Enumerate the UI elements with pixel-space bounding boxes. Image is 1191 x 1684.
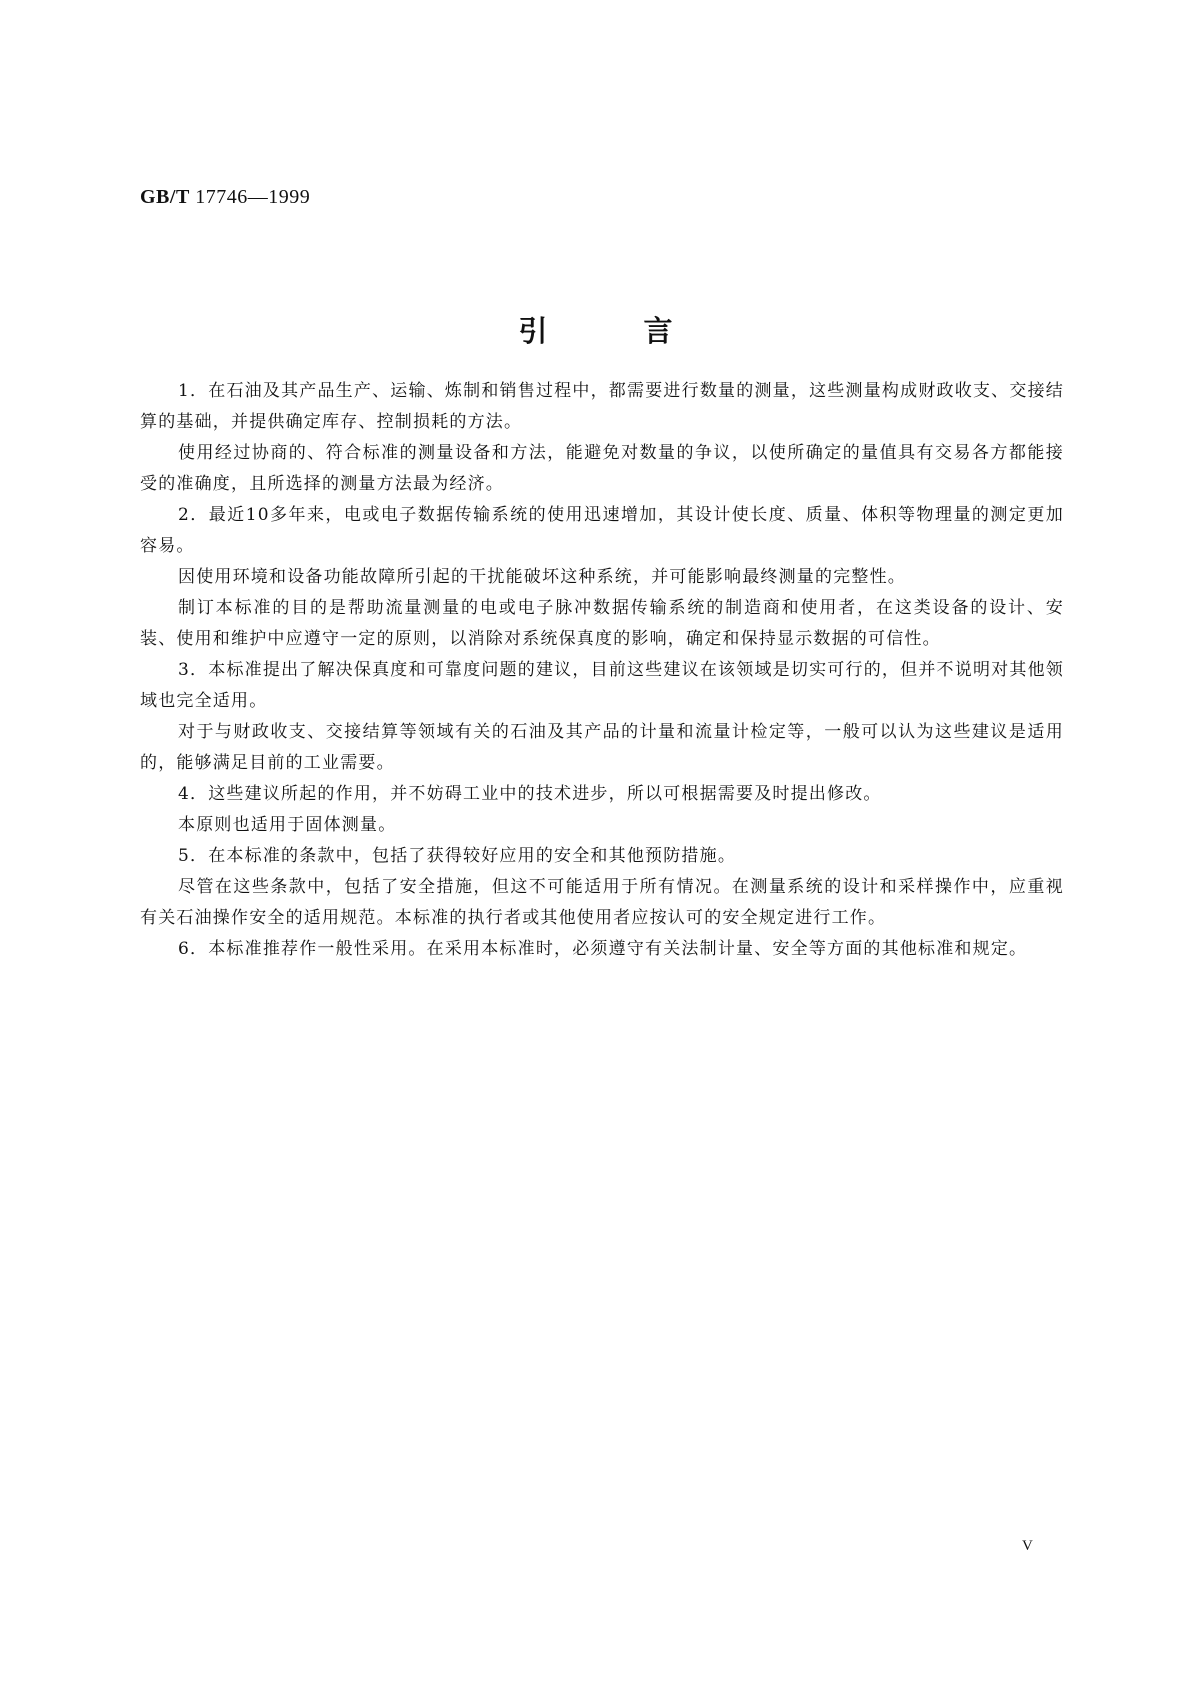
standard-prefix: GB/T [140, 186, 190, 208]
paragraph: 1．在石油及其产品生产、运输、炼制和销售过程中，都需要进行数量的测量，这些测量构成财政收支、交接结算的基础，并提供确定库存、控制损耗的方法。 [140, 381, 1064, 432]
standard-number: 17746—1999 [189, 186, 311, 208]
paragraph: 6．本标准推荐作一般性采用。在采用本标准时，必须遵守有关法制计量、安全等方面的其他标准和规定。 [178, 939, 1028, 959]
standard-code [140, 186, 310, 209]
paragraph: 因使用环境和设备功能故障所引起的干扰能破坏这种系统，并可能影响最终测量的完整性。 [178, 567, 906, 587]
body-text [140, 376, 1064, 965]
paragraph: 尽管在这些条款中，包括了安全措施，但这不可能适用于所有情况。在测量系统的设计和采样操作中，应重视有关石油操作安全的适用规范。本标准的执行者或其他使用者应按认可的安全规定进行工作。 [140, 877, 1064, 928]
paragraph: 使用经过协商的、符合标准的测量设备和方法，能避免对数量的争议，以使所确定的量值具有交易各方都能接受的准确度，且所选择的测量方法最为经济。 [140, 443, 1064, 494]
paragraph: 4．这些建议所起的作用，并不妨碍工业中的技术进步，所以可根据需要及时提出修改。 [178, 784, 882, 804]
paragraph: 2．最近10多年来，电或电子数据传输系统的使用迅速增加，其设计使长度、质量、体积等物理量的测定更加容易。 [140, 505, 1064, 556]
page-title: 引言 [518, 314, 769, 348]
paragraph: 制订本标准的目的是帮助流量测量的电或电子脉冲数据传输系统的制造商和使用者，在这类设备的设计、安装、使用和维护中应遵守一定的原则，以消除对系统保真度的影响，确定和保持显示数据的可信性。 [140, 598, 1064, 649]
paragraph: 本原则也适用于固体测量。 [178, 815, 397, 835]
paragraph: 3．本标准提出了解决保真度和可靠度问题的建议，目前这些建议在该领域是切实可行的，但并不说明对其他领域也完全适用。 [140, 660, 1064, 711]
paragraph: 5．在本标准的条款中，包括了获得较好应用的安全和其他预防措施。 [178, 846, 737, 866]
page-number: V [1022, 1538, 1033, 1554]
paragraph: 对于与财政收支、交接结算等领域有关的石油及其产品的计量和流量计检定等，一般可以认为这些建议是适用的，能够满足目前的工业需要。 [140, 722, 1064, 773]
